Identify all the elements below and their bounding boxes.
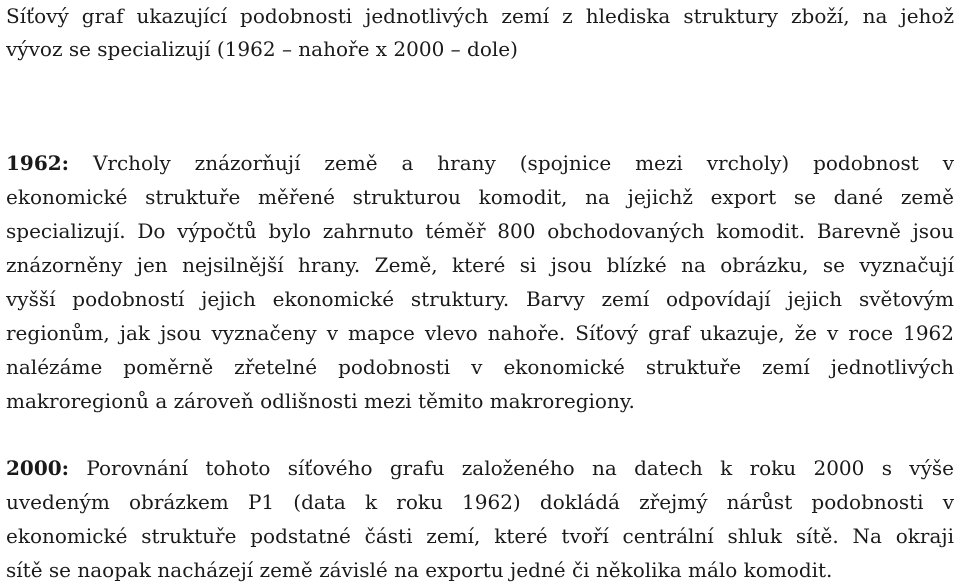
paragraph-1962-line-5: vyšší podobností jejich ekonomické struktury. Barvy zemí odpovídají jejich světovým xyxy=(6,287,954,311)
paragraph-1962 xyxy=(6,146,954,418)
paragraph-1962-line-6: regionům, jak jsou vyznačeny v mapce vlevo nahoře. Síťový graf ukazuje, že v roce 1962 xyxy=(6,321,954,345)
paragraph-1962-line-3: specializují. Do výpočtů bylo zahrnuto téměř 800 obchodovaných komodit. Barevně jsou xyxy=(6,219,954,243)
paragraph-1962-line-7: nalézáme poměrně zřetelné podobnosti v ekonomické struktuře zemí jednotlivých xyxy=(6,355,954,379)
paragraph-1962-line-1-text: Vrcholy znázorňují země a hrany (spojnice mezi vrcholy) podobnost v xyxy=(69,151,954,175)
paragraph-1962-line-8: makroregionů a zároveň odlišnosti mezi těmito makroregiony. xyxy=(6,389,635,413)
year-label-1962: 1962: xyxy=(6,151,70,175)
year-label-2000: 2000: xyxy=(6,456,70,480)
paragraph-2000 xyxy=(6,451,954,587)
title-line-2: vývoz se specializují (1962 – nahoře x 2000 – dole) xyxy=(6,37,518,61)
paragraph-2000-line-4: sítě se naopak nacházejí země závislé na exportu jedné či několika málo komodit. xyxy=(6,558,833,582)
paragraph-1962-line-4: znázorněny jen nejsilnější hrany. Země, které si jsou blízké na obrázku, se vyznačují xyxy=(6,253,954,277)
paragraph-2000-line-2: uvedeným obrázkem P1 (data k roku 1962) dokládá zřejmý nárůst podobnosti v xyxy=(6,490,954,514)
paragraph-1962-line-1 xyxy=(6,146,954,180)
paragraph-2000-line-1 xyxy=(6,451,954,485)
paragraph-2000-line-1-text: Porovnání tohoto síťového grafu založeného na datech k roku 2000 s výše xyxy=(69,456,954,480)
title-line-1: Síťový graf ukazující podobnosti jednotlivých zemí z hlediska struktury zboží, na jehož xyxy=(6,4,954,28)
document xyxy=(6,0,954,587)
document-title xyxy=(6,0,954,66)
paragraph-2000-line-3: ekonomické struktuře podstatné části zemí, které tvoří centrální shluk sítě. Na okraji xyxy=(6,524,954,548)
paragraph-1962-line-2: ekonomické struktuře měřené strukturou komodit, na jejichž export se dané země xyxy=(6,185,954,209)
